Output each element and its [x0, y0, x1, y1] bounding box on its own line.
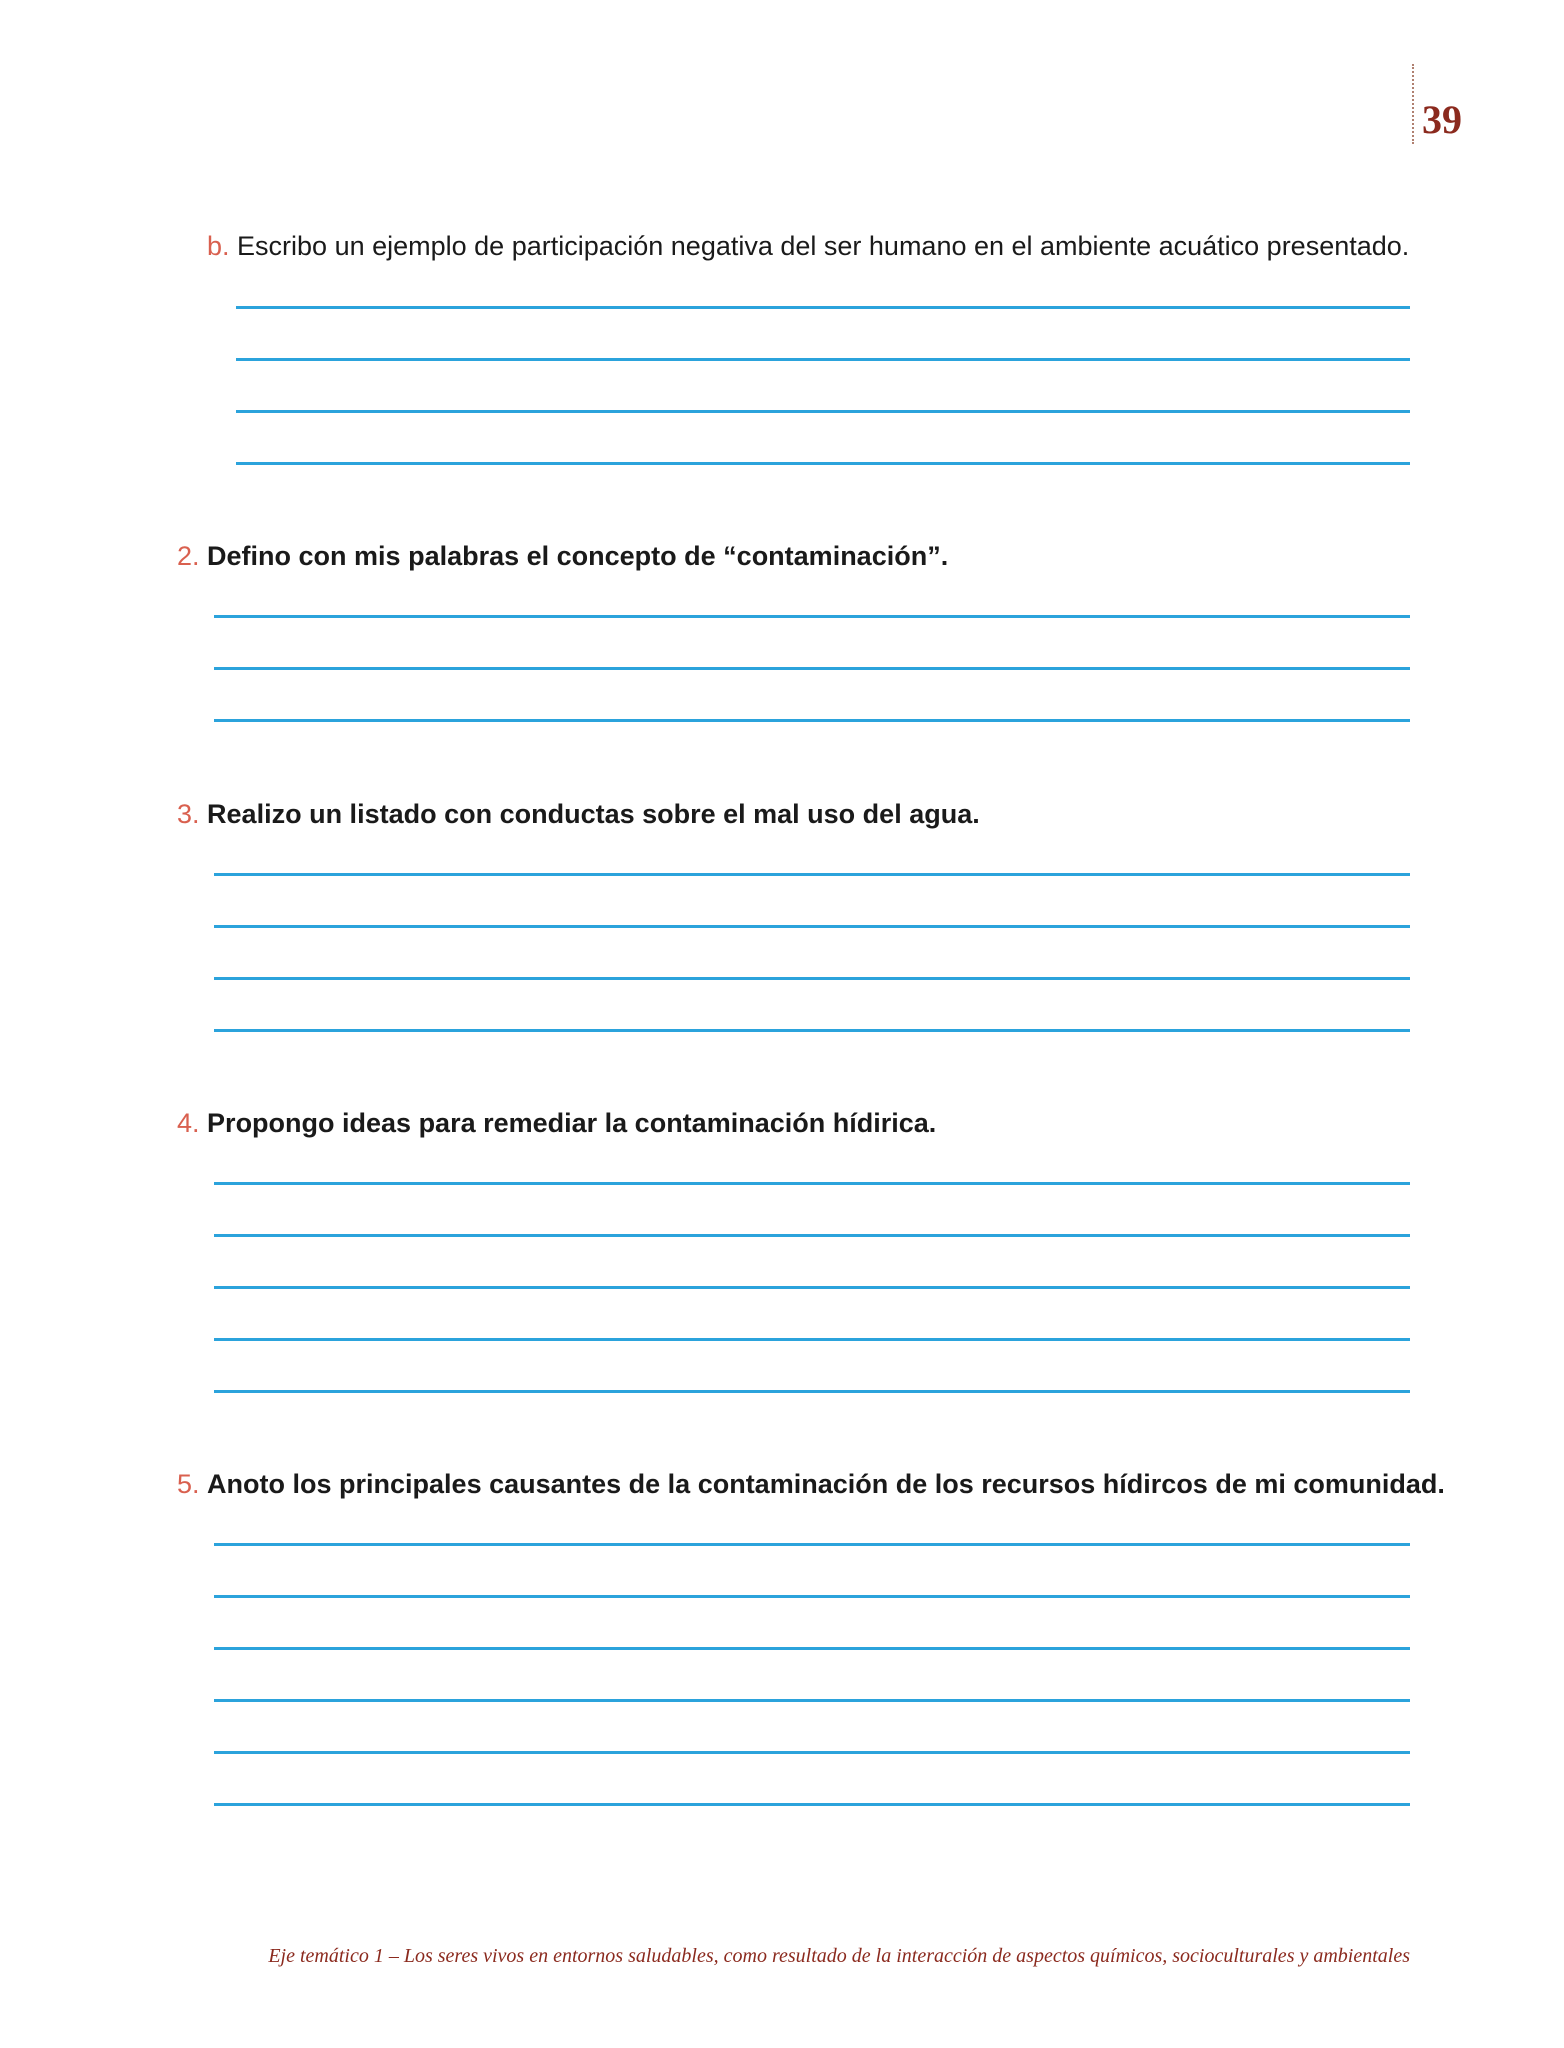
- question-number: 5.: [177, 1469, 200, 1499]
- answer-line[interactable]: [214, 1390, 1410, 1393]
- question-number: b.: [207, 231, 230, 261]
- answer-line[interactable]: [236, 410, 1410, 413]
- question-4: [177, 1107, 936, 1139]
- answer-line[interactable]: [214, 1751, 1410, 1754]
- answer-lines-2: [214, 615, 1410, 771]
- question-number: 3.: [177, 799, 200, 829]
- answer-lines-5: [214, 1543, 1410, 1855]
- answer-line[interactable]: [214, 667, 1410, 670]
- question-number: 4.: [177, 1108, 200, 1138]
- answer-line[interactable]: [214, 1699, 1410, 1702]
- answer-line[interactable]: [236, 462, 1410, 465]
- question-5: [177, 1468, 1445, 1500]
- answer-line[interactable]: [214, 1234, 1410, 1237]
- answer-line[interactable]: [214, 1803, 1410, 1806]
- page-number: 39: [1422, 97, 1462, 142]
- answer-lines-b: [236, 306, 1410, 514]
- footer-caption: Eje temático 1 – Los seres vivos en entornos saludables, como resultado de la interacción de aspectos químicos, socioculturales y ambientales: [268, 1945, 1410, 1967]
- answer-line[interactable]: [214, 615, 1410, 618]
- answer-line[interactable]: [214, 1182, 1410, 1185]
- answer-line[interactable]: [214, 1029, 1410, 1032]
- question-text: Escribo un ejemplo de participación negativa del ser humano en el ambiente acuático presentado.: [237, 231, 1410, 261]
- answer-line[interactable]: [214, 1286, 1410, 1289]
- answer-line[interactable]: [214, 925, 1410, 928]
- answer-line[interactable]: [214, 1338, 1410, 1341]
- answer-line[interactable]: [214, 719, 1410, 722]
- question-2: [177, 540, 948, 572]
- question-3: [177, 798, 980, 830]
- answer-line[interactable]: [214, 1647, 1410, 1650]
- question-b: [207, 230, 1409, 262]
- page-number-divider: [1412, 64, 1414, 144]
- question-text: Realizo un listado con conductas sobre el mal uso del agua.: [207, 799, 980, 829]
- answer-line[interactable]: [214, 873, 1410, 876]
- answer-line[interactable]: [236, 306, 1410, 309]
- question-text: Anoto los principales causantes de la contaminación de los recursos hídircos de mi comunidad.: [207, 1469, 1445, 1499]
- question-text: Defino con mis palabras el concepto de “contaminación”.: [207, 541, 949, 571]
- answer-line[interactable]: [214, 1595, 1410, 1598]
- answer-lines-3: [214, 873, 1410, 1081]
- question-text: Propongo ideas para remediar la contaminación hídirica.: [207, 1108, 937, 1138]
- answer-line[interactable]: [214, 1543, 1410, 1546]
- question-number: 2.: [177, 541, 200, 571]
- answer-line[interactable]: [236, 358, 1410, 361]
- answer-lines-4: [214, 1182, 1410, 1442]
- answer-line[interactable]: [214, 977, 1410, 980]
